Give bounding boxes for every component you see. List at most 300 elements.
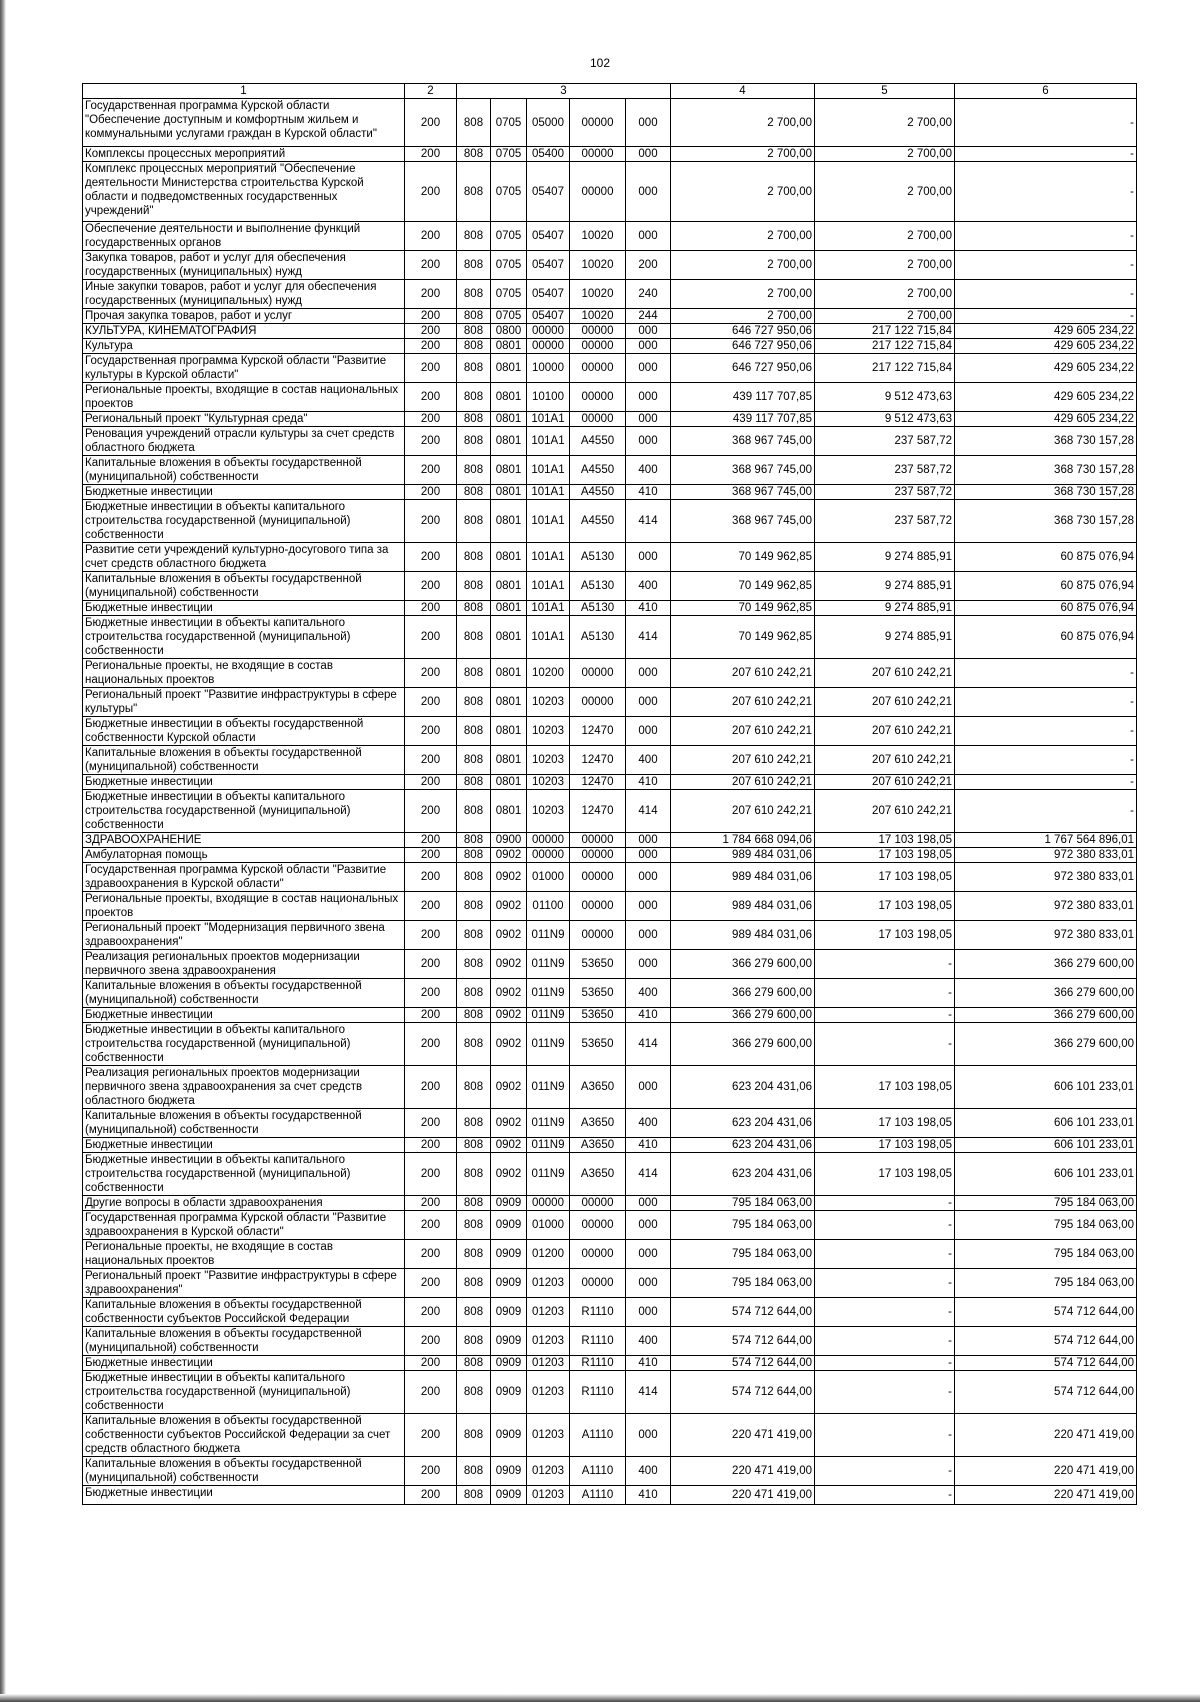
row-code-program: 05400 bbox=[527, 147, 570, 162]
row-name: Капитальные вложения в объекты государственной (муниципальной) собственности bbox=[83, 1457, 405, 1486]
row-name: Бюджетные инвестиции в объекты капитального строительства государственной (муниципальной) собственности bbox=[83, 500, 405, 543]
row-code-program: 05407 bbox=[527, 251, 570, 280]
row-code-rz: 0909 bbox=[491, 1457, 527, 1486]
row-value-col6: 606 101 233,01 bbox=[955, 1066, 1137, 1109]
row-value-col6: - bbox=[955, 162, 1137, 222]
row-value-col6: 574 712 644,00 bbox=[955, 1298, 1137, 1327]
row-name: Капитальные вложения в объекты государственной (муниципальной) собственности bbox=[83, 746, 405, 775]
table-row bbox=[83, 601, 1137, 616]
row-code-ved: 808 bbox=[457, 485, 491, 500]
row-value-col4: 2 700,00 bbox=[671, 280, 815, 309]
row-name: Прочая закупка товаров, работ и услуг bbox=[83, 309, 405, 324]
row-code-expense-type: 000 bbox=[626, 354, 671, 383]
row-code-ved: 808 bbox=[457, 309, 491, 324]
row-code-expense-type: 400 bbox=[626, 1327, 671, 1356]
row-code-expense-type: 000 bbox=[626, 383, 671, 412]
table-row bbox=[83, 1371, 1137, 1414]
row-code-expense-type: 000 bbox=[626, 339, 671, 354]
row-value-col6: 368 730 157,28 bbox=[955, 500, 1137, 543]
row-code-direction: 00000 bbox=[570, 863, 626, 892]
row-code-rz: 0801 bbox=[491, 659, 527, 688]
row-code-expense-type: 244 bbox=[626, 309, 671, 324]
row-code-g: 200 bbox=[405, 616, 457, 659]
row-code-expense-type: 000 bbox=[626, 921, 671, 950]
row-value-col4: 646 727 950,06 bbox=[671, 354, 815, 383]
row-code-direction: 00000 bbox=[570, 921, 626, 950]
row-code-expense-type: 000 bbox=[626, 892, 671, 921]
row-value-col6: 1 767 564 896,01 bbox=[955, 833, 1137, 848]
row-code-program: 05407 bbox=[527, 309, 570, 324]
row-value-col4: 220 471 419,00 bbox=[671, 1486, 815, 1505]
row-code-expense-type: 000 bbox=[626, 324, 671, 339]
row-value-col5: 9 512 473,63 bbox=[815, 383, 955, 412]
row-code-rz: 0801 bbox=[491, 354, 527, 383]
row-code-rz: 0902 bbox=[491, 921, 527, 950]
row-code-direction: R1110 bbox=[570, 1371, 626, 1414]
row-code-ved: 808 bbox=[457, 383, 491, 412]
row-name: Региональные проекты, не входящие в состав национальных проектов bbox=[83, 1240, 405, 1269]
table-row bbox=[83, 1211, 1137, 1240]
row-code-direction: 12470 bbox=[570, 775, 626, 790]
row-code-direction: 10020 bbox=[570, 280, 626, 309]
row-code-g: 200 bbox=[405, 892, 457, 921]
table-row bbox=[83, 222, 1137, 251]
row-value-col4: 207 610 242,21 bbox=[671, 688, 815, 717]
row-name: Реализация региональных проектов модернизации первичного звена здравоохранения за счет средств областного бюджета bbox=[83, 1066, 405, 1109]
row-code-g: 200 bbox=[405, 1211, 457, 1240]
row-code-direction: 00000 bbox=[570, 324, 626, 339]
row-code-g: 200 bbox=[405, 921, 457, 950]
row-code-direction: A3650 bbox=[570, 1066, 626, 1109]
row-value-col4: 70 149 962,85 bbox=[671, 572, 815, 601]
row-code-expense-type: 000 bbox=[626, 543, 671, 572]
row-code-program: 01203 bbox=[527, 1371, 570, 1414]
row-value-col5: - bbox=[815, 1023, 955, 1066]
row-value-col4: 2 700,00 bbox=[671, 162, 815, 222]
row-value-col4: 439 117 707,85 bbox=[671, 383, 815, 412]
row-value-col6: 795 184 063,00 bbox=[955, 1240, 1137, 1269]
row-name: Бюджетные инвестиции bbox=[83, 601, 405, 616]
row-code-rz: 0801 bbox=[491, 616, 527, 659]
row-name: Бюджетные инвестиции в объекты капитального строительства государственной (муниципальной) собственности bbox=[83, 1023, 405, 1066]
row-value-col5: 9 274 885,91 bbox=[815, 543, 955, 572]
row-value-col6: 574 712 644,00 bbox=[955, 1371, 1137, 1414]
row-code-rz: 0801 bbox=[491, 572, 527, 601]
table-row bbox=[83, 309, 1137, 324]
row-value-col5: 2 700,00 bbox=[815, 99, 955, 147]
row-value-col4: 439 117 707,85 bbox=[671, 412, 815, 427]
row-name: Бюджетные инвестиции bbox=[83, 485, 405, 500]
row-value-col4: 795 184 063,00 bbox=[671, 1196, 815, 1211]
row-code-program: 10203 bbox=[527, 790, 570, 833]
row-code-program: 101A1 bbox=[527, 427, 570, 456]
row-value-col6: 366 279 600,00 bbox=[955, 1008, 1137, 1023]
row-code-direction: R1110 bbox=[570, 1356, 626, 1371]
row-code-ved: 808 bbox=[457, 1457, 491, 1486]
row-code-direction: 00000 bbox=[570, 1211, 626, 1240]
row-code-ved: 808 bbox=[457, 1486, 491, 1505]
row-name: Бюджетные инвестиции в объекты капитального строительства государственной (муниципальной) собственности bbox=[83, 1153, 405, 1196]
row-name: Капитальные вложения в объекты государственной (муниципальной) собственности bbox=[83, 1327, 405, 1356]
row-name: Бюджетные инвестиции bbox=[83, 1356, 405, 1371]
table-row bbox=[83, 1356, 1137, 1371]
row-name: Закупка товаров, работ и услуг для обеспечения государственных (муниципальных) нужд bbox=[83, 251, 405, 280]
row-code-rz: 0801 bbox=[491, 717, 527, 746]
row-code-expense-type: 000 bbox=[626, 833, 671, 848]
row-code-rz: 0801 bbox=[491, 746, 527, 775]
row-value-col4: 2 700,00 bbox=[671, 147, 815, 162]
row-code-ved: 808 bbox=[457, 1066, 491, 1109]
row-code-direction: A5130 bbox=[570, 543, 626, 572]
row-value-col6: 429 605 234,22 bbox=[955, 383, 1137, 412]
row-code-rz: 0705 bbox=[491, 162, 527, 222]
table-row bbox=[83, 848, 1137, 863]
row-code-g: 200 bbox=[405, 1066, 457, 1109]
table-row bbox=[83, 616, 1137, 659]
table-row bbox=[83, 1023, 1137, 1066]
row-code-direction: 53650 bbox=[570, 1023, 626, 1066]
row-code-expense-type: 000 bbox=[626, 848, 671, 863]
row-value-col5: 217 122 715,84 bbox=[815, 324, 955, 339]
row-code-ved: 808 bbox=[457, 1414, 491, 1457]
row-code-ved: 808 bbox=[457, 1298, 491, 1327]
row-code-expense-type: 400 bbox=[626, 979, 671, 1008]
row-value-col5: - bbox=[815, 1240, 955, 1269]
row-value-col6: 429 605 234,22 bbox=[955, 412, 1137, 427]
row-name: Государственная программа Курской области "Развитие культуры в Курской области" bbox=[83, 354, 405, 383]
row-value-col4: 207 610 242,21 bbox=[671, 790, 815, 833]
row-code-g: 200 bbox=[405, 427, 457, 456]
row-code-rz: 0801 bbox=[491, 427, 527, 456]
row-value-col6: 60 875 076,94 bbox=[955, 572, 1137, 601]
row-value-col4: 989 484 031,06 bbox=[671, 848, 815, 863]
row-code-expense-type: 410 bbox=[626, 1008, 671, 1023]
row-code-rz: 0801 bbox=[491, 456, 527, 485]
row-value-col6: 368 730 157,28 bbox=[955, 456, 1137, 485]
row-code-g: 200 bbox=[405, 863, 457, 892]
row-value-col4: 646 727 950,06 bbox=[671, 339, 815, 354]
row-value-col6: 220 471 419,00 bbox=[955, 1414, 1137, 1457]
row-code-g: 200 bbox=[405, 601, 457, 616]
table-row bbox=[83, 1196, 1137, 1211]
row-code-direction: 00000 bbox=[570, 892, 626, 921]
row-code-rz: 0902 bbox=[491, 1153, 527, 1196]
row-code-direction: 00000 bbox=[570, 147, 626, 162]
row-code-program: 05407 bbox=[527, 222, 570, 251]
row-name: Бюджетные инвестиции в объекты капитального строительства государственной (муниципальной) собственности bbox=[83, 1371, 405, 1414]
row-name: Другие вопросы в области здравоохранения bbox=[83, 1196, 405, 1211]
row-value-col4: 623 204 431,06 bbox=[671, 1066, 815, 1109]
row-name: Комплекс процессных мероприятий "Обеспечение деятельности Министерства строительства Курской области и подведомственных государственных учреждений" bbox=[83, 162, 405, 222]
row-code-direction: A5130 bbox=[570, 601, 626, 616]
row-code-rz: 0902 bbox=[491, 950, 527, 979]
row-value-col4: 366 279 600,00 bbox=[671, 950, 815, 979]
row-code-rz: 0902 bbox=[491, 1008, 527, 1023]
table-row bbox=[83, 790, 1137, 833]
row-code-rz: 0909 bbox=[491, 1269, 527, 1298]
row-code-g: 200 bbox=[405, 339, 457, 354]
row-code-direction: 12470 bbox=[570, 717, 626, 746]
row-code-g: 200 bbox=[405, 1196, 457, 1211]
row-code-program: 10200 bbox=[527, 659, 570, 688]
row-code-direction: 10020 bbox=[570, 251, 626, 280]
row-code-expense-type: 000 bbox=[626, 222, 671, 251]
row-code-g: 200 bbox=[405, 950, 457, 979]
row-code-expense-type: 414 bbox=[626, 1371, 671, 1414]
row-value-col6: 368 730 157,28 bbox=[955, 485, 1137, 500]
row-code-direction: 00000 bbox=[570, 99, 626, 147]
table-row bbox=[83, 892, 1137, 921]
row-name: Региональный проект "Модернизация первичного звена здравоохранения" bbox=[83, 921, 405, 950]
row-value-col6: 606 101 233,01 bbox=[955, 1109, 1137, 1138]
row-code-ved: 808 bbox=[457, 1371, 491, 1414]
row-name: Региональные проекты, не входящие в состав национальных проектов bbox=[83, 659, 405, 688]
row-value-col5: 2 700,00 bbox=[815, 309, 955, 324]
row-code-program: 011N9 bbox=[527, 1066, 570, 1109]
row-value-col6: - bbox=[955, 688, 1137, 717]
row-code-rz: 0909 bbox=[491, 1211, 527, 1240]
table-row bbox=[83, 427, 1137, 456]
table-row bbox=[83, 412, 1137, 427]
row-code-ved: 808 bbox=[457, 456, 491, 485]
row-value-col6: - bbox=[955, 309, 1137, 324]
row-code-program: 01100 bbox=[527, 892, 570, 921]
row-code-expense-type: 000 bbox=[626, 147, 671, 162]
row-code-rz: 0909 bbox=[491, 1486, 527, 1505]
row-code-expense-type: 000 bbox=[626, 427, 671, 456]
row-code-expense-type: 200 bbox=[626, 251, 671, 280]
row-code-ved: 808 bbox=[457, 427, 491, 456]
table-row bbox=[83, 324, 1137, 339]
row-name: Иные закупки товаров, работ и услуг для обеспечения государственных (муниципальных) нужд bbox=[83, 280, 405, 309]
row-code-expense-type: 414 bbox=[626, 616, 671, 659]
row-value-col6: 368 730 157,28 bbox=[955, 427, 1137, 456]
row-code-ved: 808 bbox=[457, 616, 491, 659]
row-code-ved: 808 bbox=[457, 833, 491, 848]
row-code-g: 200 bbox=[405, 354, 457, 383]
row-code-g: 200 bbox=[405, 1023, 457, 1066]
row-value-col4: 368 967 745,00 bbox=[671, 500, 815, 543]
row-value-col4: 989 484 031,06 bbox=[671, 892, 815, 921]
row-code-expense-type: 000 bbox=[626, 863, 671, 892]
row-code-g: 200 bbox=[405, 659, 457, 688]
row-code-g: 200 bbox=[405, 500, 457, 543]
table-row bbox=[83, 688, 1137, 717]
row-code-rz: 0902 bbox=[491, 1066, 527, 1109]
row-value-col4: 2 700,00 bbox=[671, 309, 815, 324]
row-code-rz: 0909 bbox=[491, 1240, 527, 1269]
row-code-rz: 0801 bbox=[491, 601, 527, 616]
row-name: Бюджетные инвестиции bbox=[83, 775, 405, 790]
row-code-g: 200 bbox=[405, 99, 457, 147]
row-value-col4: 2 700,00 bbox=[671, 251, 815, 280]
row-value-col6: 972 380 833,01 bbox=[955, 892, 1137, 921]
row-value-col6: 795 184 063,00 bbox=[955, 1211, 1137, 1240]
row-code-rz: 0902 bbox=[491, 1023, 527, 1066]
header-col-1: 1 bbox=[83, 84, 405, 99]
row-code-expense-type: 414 bbox=[626, 790, 671, 833]
row-name: КУЛЬТУРА, КИНЕМАТОГРАФИЯ bbox=[83, 324, 405, 339]
row-value-col5: - bbox=[815, 1269, 955, 1298]
row-value-col6: 366 279 600,00 bbox=[955, 1023, 1137, 1066]
row-code-direction: 00000 bbox=[570, 412, 626, 427]
row-code-rz: 0801 bbox=[491, 485, 527, 500]
row-code-ved: 808 bbox=[457, 572, 491, 601]
row-code-expense-type: 000 bbox=[626, 717, 671, 746]
row-code-g: 200 bbox=[405, 456, 457, 485]
row-code-rz: 0801 bbox=[491, 775, 527, 790]
row-code-program: 10203 bbox=[527, 688, 570, 717]
row-code-g: 200 bbox=[405, 746, 457, 775]
row-code-program: 011N9 bbox=[527, 979, 570, 1008]
row-code-program: 05407 bbox=[527, 162, 570, 222]
row-value-col4: 795 184 063,00 bbox=[671, 1240, 815, 1269]
table-row bbox=[83, 775, 1137, 790]
row-code-g: 200 bbox=[405, 688, 457, 717]
row-code-direction: 00000 bbox=[570, 1240, 626, 1269]
row-code-ved: 808 bbox=[457, 412, 491, 427]
row-code-g: 200 bbox=[405, 147, 457, 162]
row-value-col5: 207 610 242,21 bbox=[815, 659, 955, 688]
row-code-program: 10203 bbox=[527, 746, 570, 775]
row-value-col5: - bbox=[815, 1196, 955, 1211]
row-value-col4: 207 610 242,21 bbox=[671, 717, 815, 746]
row-code-program: 011N9 bbox=[527, 950, 570, 979]
row-value-col5: 217 122 715,84 bbox=[815, 354, 955, 383]
row-code-ved: 808 bbox=[457, 1138, 491, 1153]
row-code-expense-type: 400 bbox=[626, 456, 671, 485]
row-name: Амбулаторная помощь bbox=[83, 848, 405, 863]
row-value-col6: 574 712 644,00 bbox=[955, 1327, 1137, 1356]
row-value-col5: 17 103 198,05 bbox=[815, 833, 955, 848]
table-row bbox=[83, 383, 1137, 412]
row-code-rz: 0705 bbox=[491, 222, 527, 251]
row-code-expense-type: 410 bbox=[626, 1356, 671, 1371]
row-code-direction: A4550 bbox=[570, 427, 626, 456]
table-row bbox=[83, 717, 1137, 746]
row-code-direction: 10020 bbox=[570, 222, 626, 251]
row-code-rz: 0801 bbox=[491, 688, 527, 717]
row-value-col6: - bbox=[955, 280, 1137, 309]
row-code-expense-type: 410 bbox=[626, 1138, 671, 1153]
table-row bbox=[83, 1327, 1137, 1356]
table-body bbox=[83, 99, 1137, 1505]
row-code-g: 200 bbox=[405, 1008, 457, 1023]
table-row bbox=[83, 833, 1137, 848]
row-name: Бюджетные инвестиции bbox=[83, 1138, 405, 1153]
row-code-expense-type: 000 bbox=[626, 659, 671, 688]
row-code-g: 200 bbox=[405, 1371, 457, 1414]
row-code-rz: 0902 bbox=[491, 979, 527, 1008]
row-value-col5: 207 610 242,21 bbox=[815, 717, 955, 746]
row-code-program: 00000 bbox=[527, 339, 570, 354]
row-code-program: 01200 bbox=[527, 1240, 570, 1269]
row-code-rz: 0909 bbox=[491, 1196, 527, 1211]
row-code-rz: 0801 bbox=[491, 500, 527, 543]
table-row bbox=[83, 456, 1137, 485]
row-name: Капитальные вложения в объекты государственной (муниципальной) собственности bbox=[83, 572, 405, 601]
row-code-expense-type: 000 bbox=[626, 1269, 671, 1298]
table-row bbox=[83, 746, 1137, 775]
row-code-ved: 808 bbox=[457, 324, 491, 339]
row-code-ved: 808 bbox=[457, 601, 491, 616]
row-value-col5: - bbox=[815, 1457, 955, 1486]
table-row bbox=[83, 1298, 1137, 1327]
row-value-col6: - bbox=[955, 659, 1137, 688]
page-number: 102 bbox=[589, 56, 611, 70]
row-value-col5: - bbox=[815, 1211, 955, 1240]
row-name: Капитальные вложения в объекты государственной (муниципальной) собственности bbox=[83, 456, 405, 485]
row-code-ved: 808 bbox=[457, 921, 491, 950]
table-row bbox=[83, 147, 1137, 162]
row-code-direction: 00000 bbox=[570, 383, 626, 412]
row-code-ved: 808 bbox=[457, 1023, 491, 1066]
row-name: Региональные проекты, входящие в состав национальных проектов bbox=[83, 383, 405, 412]
row-value-col5: 237 587,72 bbox=[815, 485, 955, 500]
row-value-col6: - bbox=[955, 251, 1137, 280]
row-value-col5: 237 587,72 bbox=[815, 456, 955, 485]
row-code-program: 101A1 bbox=[527, 456, 570, 485]
row-value-col6: 606 101 233,01 bbox=[955, 1153, 1137, 1196]
row-code-rz: 0705 bbox=[491, 99, 527, 147]
row-code-ved: 808 bbox=[457, 848, 491, 863]
row-value-col6: 795 184 063,00 bbox=[955, 1196, 1137, 1211]
row-code-expense-type: 400 bbox=[626, 746, 671, 775]
row-name: ЗДРАВООХРАНЕНИЕ bbox=[83, 833, 405, 848]
row-name: Бюджетные инвестиции bbox=[83, 1486, 405, 1505]
row-code-program: 01203 bbox=[527, 1486, 570, 1505]
row-value-col4: 368 967 745,00 bbox=[671, 456, 815, 485]
row-value-col5: 2 700,00 bbox=[815, 147, 955, 162]
row-name: Государственная программа Курской области "Обеспечение доступным и комфортным жильем и коммунальными услугами граждан в Курской области" bbox=[83, 99, 405, 147]
row-code-program: 101A1 bbox=[527, 601, 570, 616]
row-code-direction: A3650 bbox=[570, 1153, 626, 1196]
table-row bbox=[83, 1486, 1137, 1505]
row-code-expense-type: 000 bbox=[626, 412, 671, 427]
row-code-g: 200 bbox=[405, 1414, 457, 1457]
row-code-program: 011N9 bbox=[527, 1023, 570, 1066]
row-code-expense-type: 414 bbox=[626, 1153, 671, 1196]
row-code-g: 200 bbox=[405, 848, 457, 863]
row-name: Бюджетные инвестиции в объекты государственной собственности Курской области bbox=[83, 717, 405, 746]
row-code-expense-type: 410 bbox=[626, 485, 671, 500]
row-value-col4: 2 700,00 bbox=[671, 222, 815, 251]
row-code-direction: 00000 bbox=[570, 354, 626, 383]
row-value-col4: 207 610 242,21 bbox=[671, 659, 815, 688]
row-name: Культура bbox=[83, 339, 405, 354]
row-code-program: 101A1 bbox=[527, 412, 570, 427]
row-code-ved: 808 bbox=[457, 147, 491, 162]
row-code-direction: 53650 bbox=[570, 979, 626, 1008]
row-code-direction: A5130 bbox=[570, 616, 626, 659]
row-value-col4: 366 279 600,00 bbox=[671, 1023, 815, 1066]
row-value-col6: 972 380 833,01 bbox=[955, 921, 1137, 950]
table-row bbox=[83, 1066, 1137, 1109]
row-code-rz: 0705 bbox=[491, 280, 527, 309]
row-code-direction: 00000 bbox=[570, 659, 626, 688]
row-value-col5: 17 103 198,05 bbox=[815, 1138, 955, 1153]
row-code-rz: 0902 bbox=[491, 892, 527, 921]
row-code-expense-type: 414 bbox=[626, 500, 671, 543]
row-code-ved: 808 bbox=[457, 863, 491, 892]
row-code-ved: 808 bbox=[457, 1356, 491, 1371]
row-code-ved: 808 bbox=[457, 280, 491, 309]
row-code-program: 101A1 bbox=[527, 485, 570, 500]
row-code-g: 200 bbox=[405, 383, 457, 412]
row-code-program: 01203 bbox=[527, 1414, 570, 1457]
row-value-col4: 70 149 962,85 bbox=[671, 616, 815, 659]
row-code-program: 011N9 bbox=[527, 1109, 570, 1138]
